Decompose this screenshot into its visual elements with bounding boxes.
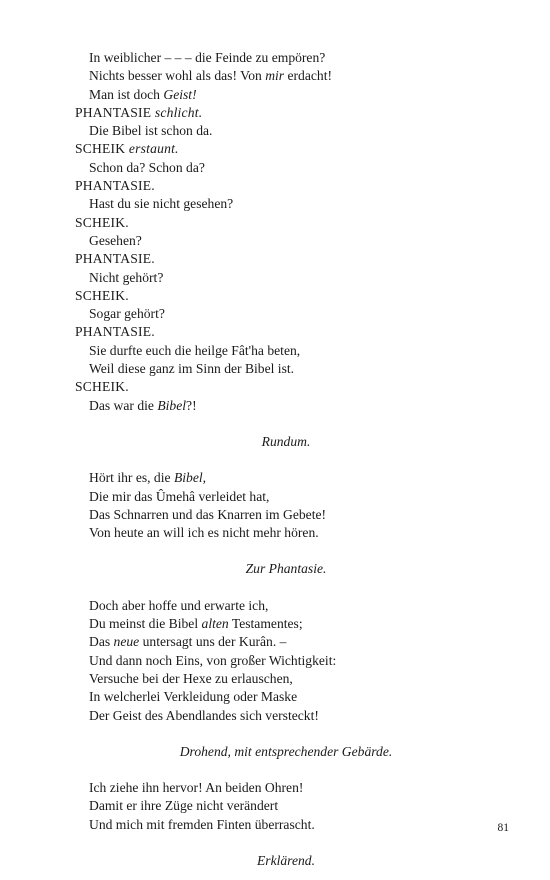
text-run: Und mich mit fremden Finten überrascht.	[89, 816, 315, 832]
text-run: PHANTASIE.	[75, 251, 155, 267]
stanza-gap	[75, 834, 475, 852]
italic-text: Rundum.	[261, 433, 311, 449]
verse-line	[75, 506, 475, 524]
stanza-gap	[75, 451, 475, 469]
verse-line	[75, 816, 475, 834]
verse-line	[75, 122, 475, 140]
verse-line	[75, 305, 475, 323]
play-text	[75, 49, 475, 870]
speaker-line	[75, 250, 475, 268]
verse-line	[75, 779, 475, 797]
text-run: Doch aber hoffe und erwarte ich,	[89, 597, 269, 613]
text-run: SCHEIK	[75, 141, 129, 157]
verse-line	[75, 195, 475, 213]
text-run: SCHEIK.	[75, 379, 129, 395]
text-run: Schon da? Schon da?	[89, 159, 205, 175]
verse-line	[75, 269, 475, 287]
page-number: 81	[497, 822, 509, 834]
stage-direction	[75, 433, 475, 451]
speaker-line	[75, 323, 475, 341]
text-run: erdacht!	[284, 68, 333, 84]
verse-line	[75, 232, 475, 250]
text-run: Gesehen?	[89, 232, 142, 248]
italic-text: erstaunt.	[128, 141, 179, 157]
text-run: Weil diese ganz im Sinn der Bibel ist.	[89, 361, 295, 377]
stanza-gap	[75, 579, 475, 597]
speaker-line	[75, 287, 475, 305]
italic-text: schlicht.	[154, 104, 203, 120]
text-run: Damit er ihre Züge nicht verändert	[89, 798, 279, 814]
text-run: SCHEIK.	[75, 287, 129, 303]
italic-text: mir	[265, 68, 285, 84]
text-run: Und dann noch Eins, von großer Wichtigkeit:	[89, 652, 337, 668]
speaker-line	[75, 177, 475, 195]
stage-direction	[75, 852, 475, 870]
speaker-line	[75, 214, 475, 232]
italic-text: Drohend, mit entsprechender Gebärde.	[179, 743, 393, 759]
italic-text: alten	[201, 616, 229, 632]
text-run: SCHEIK.	[75, 214, 129, 230]
text-run: Du meinst die Bibel	[89, 616, 202, 632]
verse-line	[75, 342, 475, 360]
italic-text: Erklärend.	[256, 852, 315, 868]
text-run: PHANTASIE.	[75, 178, 155, 194]
speaker-line	[75, 104, 475, 122]
verse-line	[75, 707, 475, 725]
verse-line	[75, 670, 475, 688]
stanza-gap	[75, 415, 475, 433]
text-run: PHANTASIE.	[75, 324, 155, 340]
text-run: Das war die	[89, 397, 158, 413]
italic-text: neue	[113, 634, 140, 650]
verse-line	[75, 488, 475, 506]
verse-line	[75, 159, 475, 177]
italic-text: Geist!	[163, 86, 197, 102]
text-run: ?!	[186, 397, 197, 413]
verse-line	[75, 397, 475, 415]
italic-text: Zur Phantasie.	[245, 561, 327, 577]
italic-text: Bibel,	[173, 470, 207, 486]
verse-line	[75, 797, 475, 815]
text-run: In welcherlei Verkleidung oder Maske	[89, 689, 298, 705]
text-run: untersagt uns der Kurân. –	[139, 634, 287, 650]
verse-line	[75, 524, 475, 542]
text-run: In weiblicher – – – die Feinde zu empören?	[89, 50, 326, 65]
verse-line	[75, 49, 475, 67]
italic-text: Bibel	[157, 397, 187, 413]
text-run: Das Schnarren und das Knarren im Gebete!	[89, 506, 327, 522]
text-run: Hast du sie nicht gesehen?	[89, 196, 234, 212]
stanza-gap	[75, 725, 475, 743]
text-run: Von heute an will ich es nicht mehr hören.	[89, 525, 319, 541]
speaker-line	[75, 378, 475, 396]
stanza-gap	[75, 761, 475, 779]
verse-line	[75, 688, 475, 706]
verse-line	[75, 615, 475, 633]
text-run: PHANTASIE	[75, 104, 155, 120]
stage-direction	[75, 560, 475, 578]
verse-line	[75, 67, 475, 85]
text-run: Ich ziehe ihn hervor! An beiden Ohren!	[89, 780, 304, 796]
text-run: Testamentes;	[228, 616, 303, 632]
text-run: Die mir das Ûmehâ verleidet hat,	[89, 488, 270, 504]
verse-line	[75, 652, 475, 670]
verse-line	[75, 360, 475, 378]
verse-line	[75, 86, 475, 104]
speaker-line	[75, 140, 475, 158]
text-run: Man ist doch	[89, 86, 164, 102]
text-run: Die Bibel ist schon da.	[89, 123, 213, 139]
verse-line	[75, 633, 475, 651]
text-run: Versuche bei der Hexe zu erlauschen,	[89, 670, 293, 686]
text-run: Nicht gehört?	[89, 269, 164, 285]
text-run: Sogar gehört?	[89, 306, 165, 322]
text-run: Das	[89, 634, 114, 650]
verse-line	[75, 469, 475, 487]
text-run: Nichts besser wohl als das! Von	[89, 68, 266, 84]
stage-direction	[75, 743, 475, 761]
stanza-gap	[75, 542, 475, 560]
text-run: Sie durfte euch die heilge Fât'ha beten,	[89, 342, 301, 358]
text-run: Der Geist des Abendlandes sich versteckt!	[89, 707, 319, 723]
verse-line	[75, 597, 475, 615]
text-run: Hört ihr es, die	[89, 470, 174, 486]
